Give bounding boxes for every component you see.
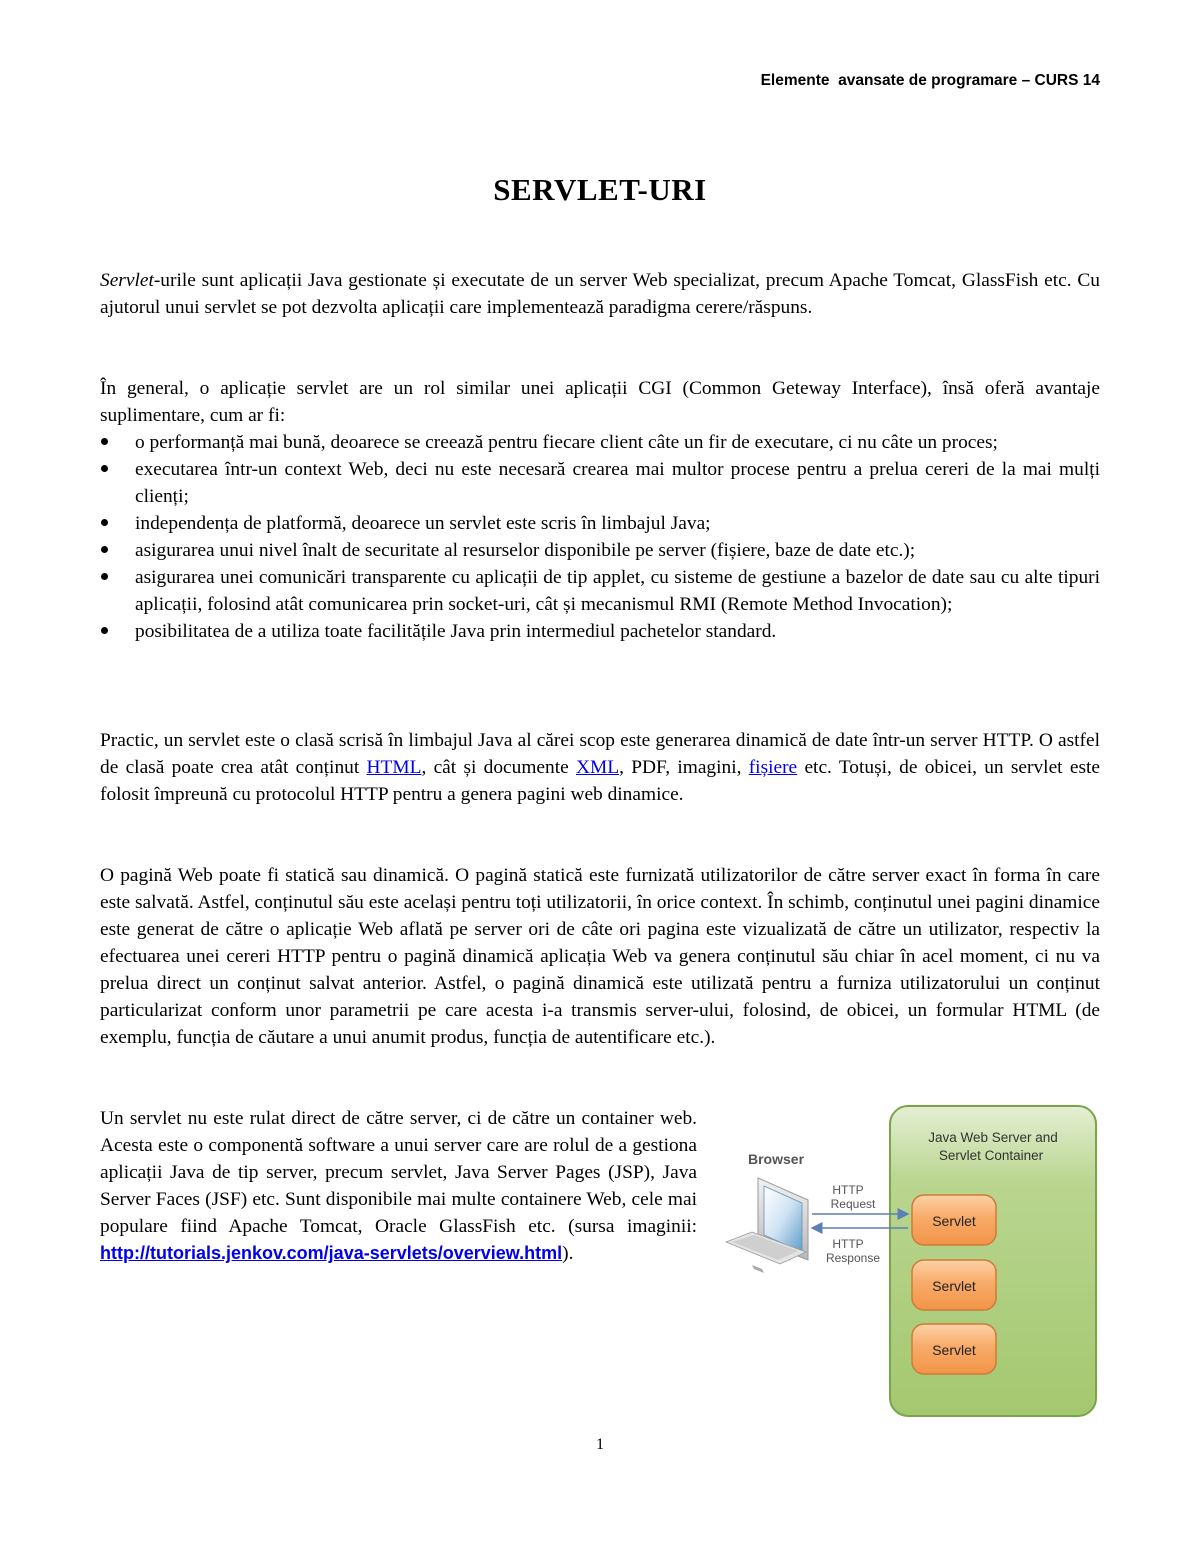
servlet-label: Servlet xyxy=(932,1213,976,1229)
paragraph-container xyxy=(100,1105,697,1267)
bullet-dot-icon xyxy=(101,627,108,634)
html-link[interactable]: HTML xyxy=(366,757,422,778)
paragraph-practic-text-1: Practic, un servlet este o clasă scrisă în limbajul Java al cărei scop este generarea dinamică de date într-un server HTTP. O astfel de clasă poate crea atât conținut xyxy=(100,730,1100,778)
list-item-text: o performanță mai bună, deoarece se creează pentru fiecare client câte un fir de executare, ci nu câte un proces; xyxy=(135,432,998,453)
request-label-line1: HTTP xyxy=(832,1183,864,1197)
paragraph-general-text: În general, o aplicație servlet are un rol similar unei aplicații CGI (Common Geteway Interface), însă oferă avantaje suplimentare, cum ar fi: xyxy=(100,378,1100,426)
bullet-dot-icon xyxy=(101,519,108,526)
bullet-dot-icon xyxy=(101,438,108,445)
advantages-list xyxy=(100,429,1100,645)
bullet-dot-icon xyxy=(101,573,108,580)
servlet-label: Servlet xyxy=(932,1342,976,1358)
paragraph-practic-text-4: etc. Totuși, de obicei, un servlet este folosit împreună cu protocolul HTTP pentru a genera pagini web dinamice. xyxy=(100,757,1100,805)
running-header: Elemente avansate de programare – CURS 14 xyxy=(760,72,1100,89)
servlet-container-diagram xyxy=(718,1102,1102,1420)
list-item-text: asigurarea unei comunicări transparente cu aplicații de tip applet, cu sisteme de gestiune a bazelor de date sau cu alte tipuri aplicații, folosind atât comunicarea prin socket-uri, cât și mecanismul RMI (Remote Method Invocation); xyxy=(135,567,1100,615)
page-number: 1 xyxy=(596,1436,604,1453)
fisiere-link[interactable]: fișiere xyxy=(748,757,798,778)
servlet-box xyxy=(912,1324,996,1374)
response-label-line1: HTTP xyxy=(832,1237,864,1251)
paragraph-practic-text-2: , cât și documente xyxy=(421,757,576,778)
paragraph-intro xyxy=(100,267,1100,321)
list-item xyxy=(100,537,1100,564)
list-item xyxy=(100,564,1100,618)
paragraph-static-dynamic-text: O pagină Web poate fi statică sau dinamică. O pagină statică este furnizată utilizatorilor de către server exact în forma în care este salvată. Astfel, conținutul său este același pentru toți utilizatorii, în orice context. În schimb, conținutul unei pagini dinamice este generat de către o aplicație Web aflată pe server ori de câte ori pagina este vizualizată de către un utilizator, respectiv la efectuarea unei cereri HTTP pentru o pagină dinamică aplicația Web va genera conținutul său chiar în acel moment, ci nu va prelua direct un conținut salvat anterior. Astfel, o pagină dinamică este utilizată pentru a furniza utilizatorului un conținut particularizat conform unor parametrii pe care acesta i-a transmis server-ului, folosind, de obicei, un formular HTML (de exemplu, funcția de căutare a unui anumit produs, funcția de autentificare etc.). xyxy=(100,865,1100,1048)
list-item xyxy=(100,618,1100,645)
paragraph-practic xyxy=(100,727,1100,808)
container-label-line1: Java Web Server and xyxy=(928,1130,1058,1145)
list-item-text: independența de platformă, deoarece un servlet este scris în limbajul Java; xyxy=(135,513,711,534)
container-label-line2: Servlet Container xyxy=(938,1148,1044,1163)
list-item xyxy=(100,456,1100,510)
response-label-line2: Response xyxy=(825,1251,881,1265)
paragraph-practic-text-3: , PDF, imagini, xyxy=(619,757,749,778)
servlet-box xyxy=(912,1260,996,1310)
list-item xyxy=(100,510,1100,537)
page-title: SERVLET-URI xyxy=(493,172,707,207)
list-item-text: executarea într-un context Web, deci nu este necesară crearea mai multor procese pentru a prelua cereri de la mai mulți clienți; xyxy=(135,459,1100,507)
bullet-dot-icon xyxy=(101,546,108,553)
list-item-text: asigurarea unui nivel înalt de securitate al resurselor disponibile pe server (fișiere, baze de date etc.); xyxy=(135,540,916,561)
paragraph-general xyxy=(100,375,1100,429)
paragraph-container-end: ). xyxy=(562,1243,574,1264)
paragraph-intro-text: -urile sunt aplicații Java gestionate și executate de un server Web specializat, precum Apache Tomcat, GlassFish etc. Cu ajutorul unui servlet se pot dezvolta aplicații care implementează paradigma cerere/răspuns. xyxy=(100,270,1100,318)
paragraph-container-text: Un servlet nu este rulat direct de către server, ci de către un container web. Acesta este o componentă software a unui server care are rolul de a gestiona aplicații Java de tip server, precum servlet, Java Server Pages (JSP), Java Server Faces (JSF) etc. Sunt disponibile mai multe containere Web, cele mai populare fiind Apache Tomcat, Oracle GlassFish etc. (sursa imaginii: xyxy=(100,1108,697,1237)
bullet-dot-icon xyxy=(101,465,108,472)
list-item xyxy=(100,429,1100,456)
computer-icon xyxy=(726,1178,808,1273)
list-item-text: posibilitatea de a utiliza toate facilitățile Java prin intermediul pachetelor standard. xyxy=(135,621,777,642)
paragraph-static-dynamic xyxy=(100,862,1100,1051)
source-link[interactable]: http://tutorials.jenkov.com/java-servlets/overview.html xyxy=(100,1243,563,1263)
request-label-line2: Request xyxy=(830,1197,876,1211)
xml-link[interactable]: XML xyxy=(576,757,620,778)
servlet-italic-term: Servlet xyxy=(100,270,154,291)
browser-label: Browser xyxy=(748,1151,805,1167)
servlet-box xyxy=(912,1195,996,1245)
servlet-label: Servlet xyxy=(932,1278,976,1294)
